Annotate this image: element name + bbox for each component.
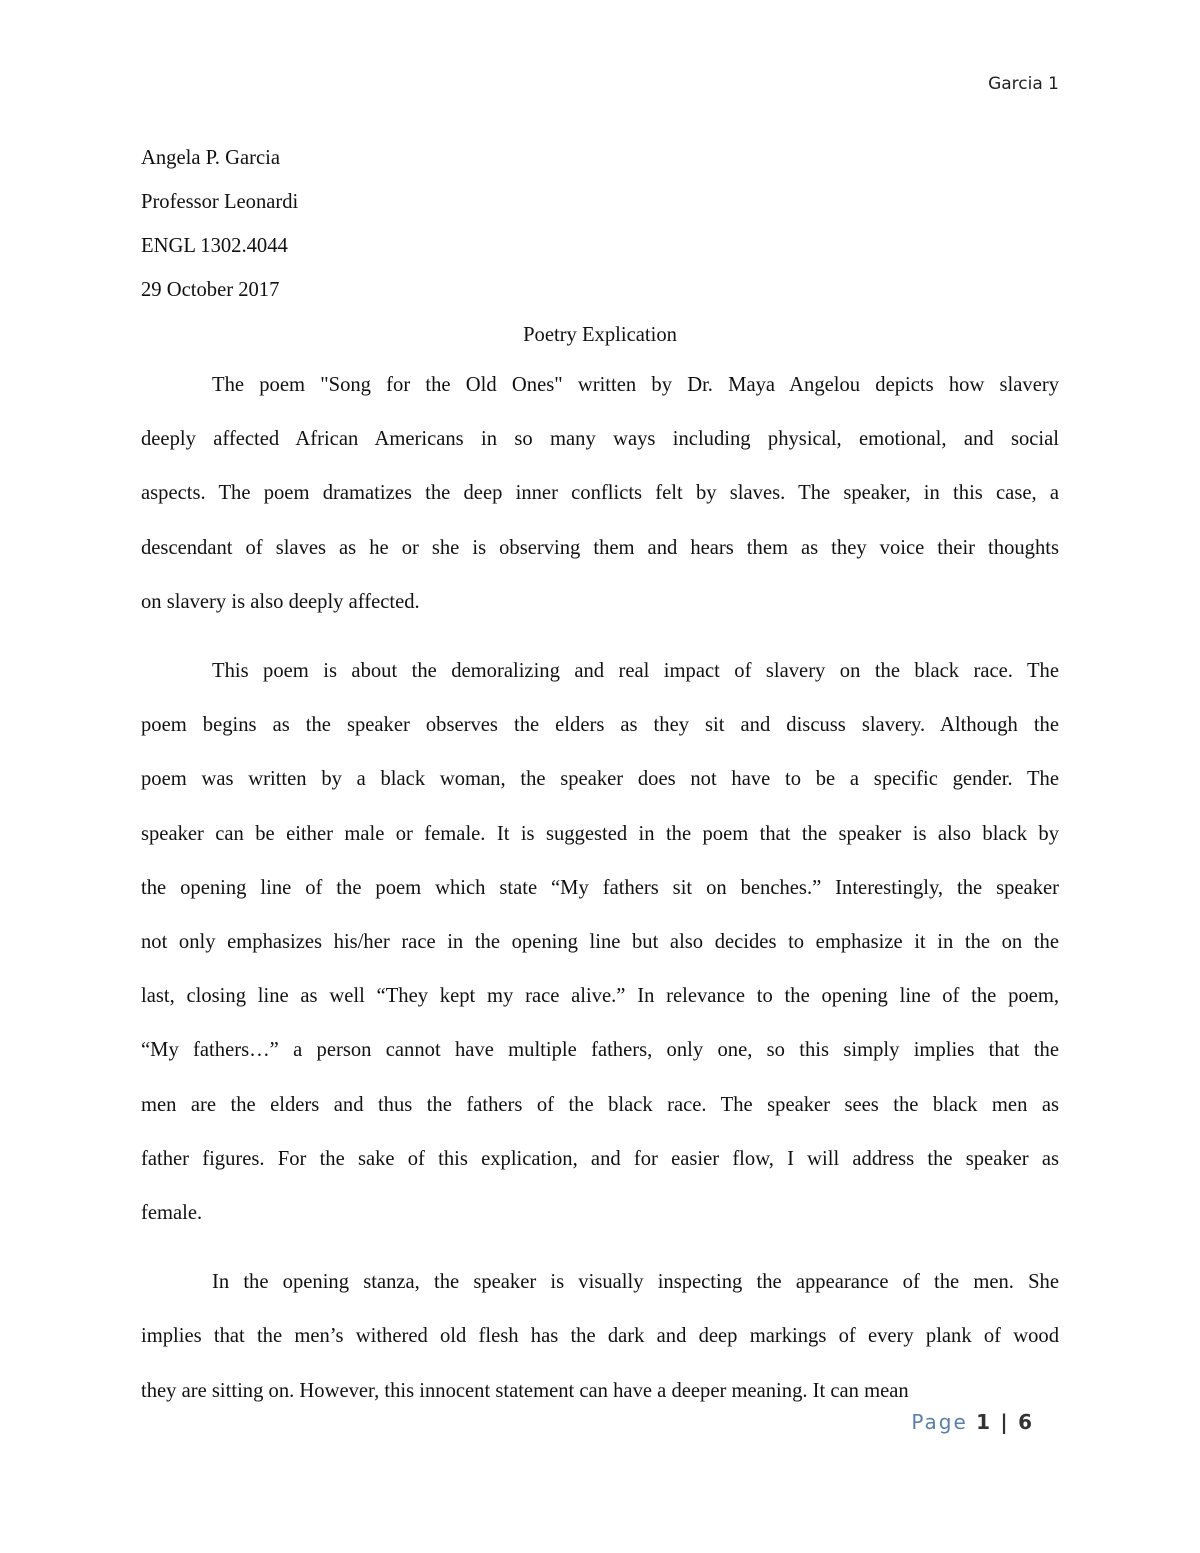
paragraph-line: female. [141,1202,203,1225]
paragraph [141,1255,1059,1418]
document-body [141,136,1059,1433]
current-page-number: 1 [976,1410,993,1434]
paragraph [141,644,1059,1240]
running-header: Garcia 1 [988,74,1059,94]
page-number-footer [911,1410,1034,1434]
paragraph-line: This poem is about the demoralizing and real impact of slavery on the black race. The [212,660,1059,683]
essay-paragraphs [141,358,1059,1418]
paragraph [141,358,1059,629]
paragraph-line: The poem "Song for the Old Ones" written by Dr. Maya Angelou depicts how slavery [212,374,1059,396]
paragraph-line: speaker can be either male or female. It is suggested in the poem that the speaker is also black by [141,822,1059,845]
total-page-count: 6 [1018,1410,1034,1434]
essay-title: Poetry Explication [523,324,677,346]
course-code: ENGL 1302.4044 [141,235,288,257]
paragraph-line: father figures. For the sake of this explication, and for easier flow, I will address the speaker as [141,1147,1059,1170]
paragraph-line: In the opening stanza, the speaker is visually inspecting the appearance of the men. She [212,1271,1059,1294]
paragraph-line: poem was written by a black woman, the speaker does not have to be a specific gender. The [141,768,1059,791]
page-label: Page [911,1410,968,1434]
instructor-name: Professor Leonardi [141,191,299,213]
paragraph-line: on slavery is also deeply affected. [141,590,420,613]
paragraph-line: poem begins as the speaker observes the elders as they sit and discuss slavery. Although the [141,714,1059,737]
paragraph-line: not only emphasizes his/her race in the opening line but also decides to emphasize it in the on the [141,931,1059,954]
author-name: Angela P. Garcia [141,147,280,169]
paragraph-line: descendant of slaves as he or she is observing them and hears them as they voice their thoughts [141,536,1059,559]
paragraph-line: deeply affected African Americans in so many ways including physical, emotional, and social [141,428,1059,451]
paragraph-line: implies that the men’s withered old flesh has the dark and deep markings of every plank of wood [141,1325,1059,1348]
paragraph-line: last, closing line as well “They kept my race alive.” In relevance to the opening line of the poem, [141,985,1059,1008]
paragraph-line: they are sitting on. However, this innocent statement can have a deeper meaning. It can mean [141,1379,909,1402]
paragraph-line: men are the elders and thus the fathers of the black race. The speaker sees the black men as [141,1093,1059,1116]
page-separator: | [1000,1410,1010,1434]
paragraph-line: “My fathers…” a person cannot have multiple fathers, only one, so this simply implies that the [141,1039,1059,1062]
essay-date: 29 October 2017 [141,279,280,301]
paragraph-line: aspects. The poem dramatizes the deep inner conflicts felt by slaves. The speaker, in this case, a [141,482,1059,505]
paragraph-line: the opening line of the poem which state “My fathers sit on benches.” Interestingly, the speaker [141,876,1059,899]
